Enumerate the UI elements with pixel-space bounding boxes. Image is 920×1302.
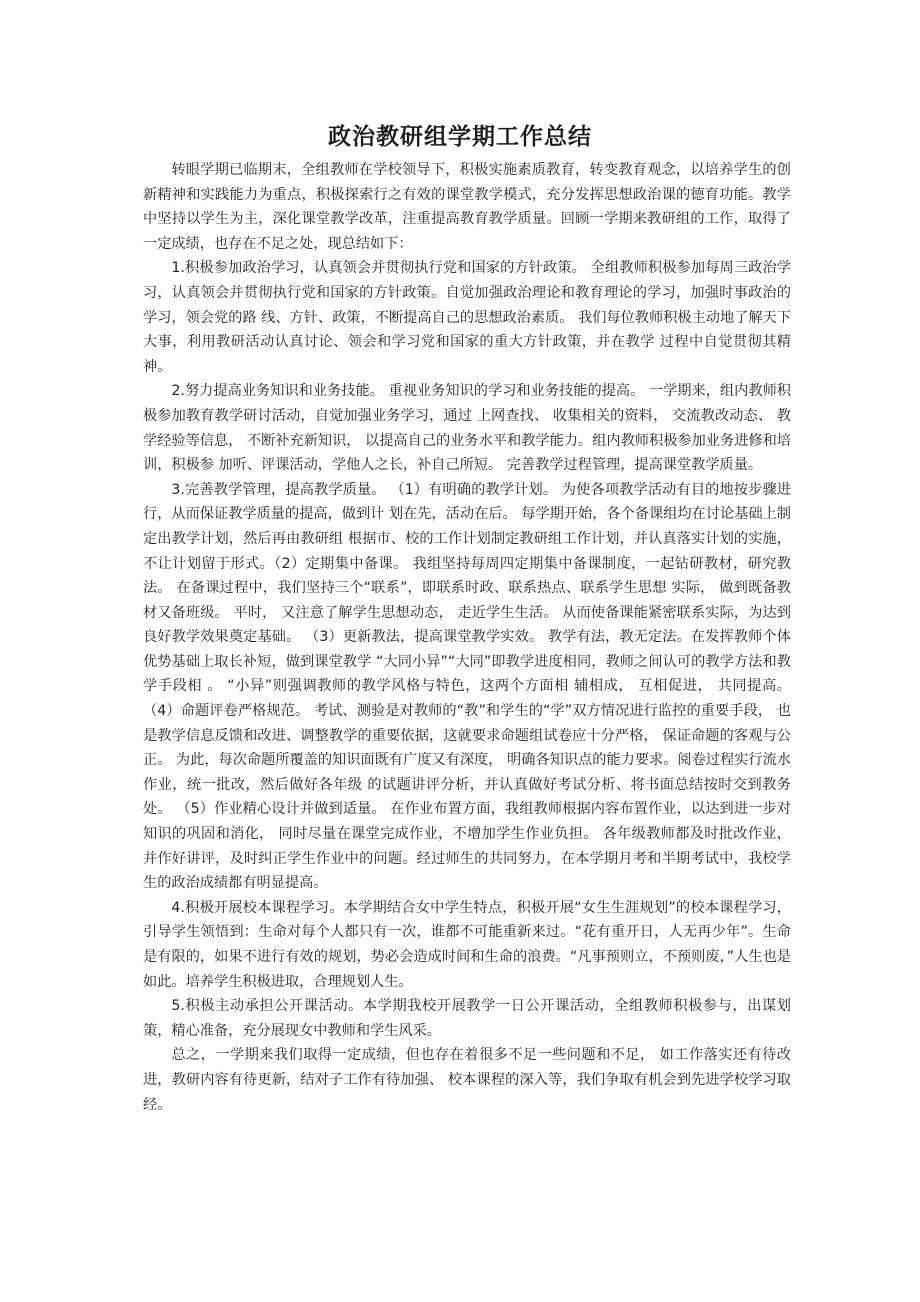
paragraph-open-class: 5.积极主动承担公开课活动。本学期我校开展教学一日公开课活动，全组教师积极参与，出谋划策，精心准备，充分展现女中教师和学生风采。 bbox=[143, 998, 791, 1039]
paragraph-professional-skills: 2.努力提高业务知识和业务技能。 重视业务知识的学习和业务技能的提高。 一学期来，组内教师积极参加教育教学研讨活动，自觉加强业务学习，通过 上网查找、 收集相关的资料， 交流教改动态、 教学经验等信息， 不断补充新知识， 以提高自己的业务水平和教学能力。组内教师积极参加业务进修和培训，积极参 加听、评课活动，学他人之长，补自己所短。 完善教学过程管理，提高课堂教学质量。 bbox=[143, 383, 791, 474]
document-title: 政治教研组学期工作总结 bbox=[328, 123, 592, 150]
paragraph-school-curriculum: 4.积极开展校本课程学习。本学期结合女中学生特点，积极开展“女生生涯规划”的校本课程学习，引导学生领悟到：生命对每个人都只有一次，谁都不可能重新来过。“花有重开日，人无再少年”。生命是有限的，如果不进行有效的规划，势必会造成时间和生命的浪费。“凡事预则立，不预则废，”人生也是如此。培养学生积极进取，合理规划人生。 bbox=[143, 899, 791, 990]
paragraph-teaching-management: 3.完善教学管理，提高教学质量。 （1）有明确的教学计划。 为使各项教学活动有目的地按步骤进行，从而保证教学质量的提高，做到计 划在先，活动在后。 每学期开始，各个备课组均在讨论基础上制定出教学计划，然后再由教研组 根据市、校的工作计划制定教研组工作计划，并认真落实计划的实施，不让计划留于形式。（2）定期集中备课。 我组坚持每周四定期集中备课制度，一起钻研教材，研究教法。 在备课过程中，我们坚持三个“联系”，即联系时政、联系热点、联系学生思想 实际， 做到既备教材又备班级。 平时， 又注意了解学生思想动态， 走近学生生活。 从而使备课能紧密联系实际，为达到良好教学效果奠定基础。 （3）更新教法，提高课堂教学实效。 教学有法，教无定法。在发挥教师个体优势基础上取长补短，做到课堂教学 “大同小异”“大同”即教学进度相同，教师之间认可的教学方法和教学手段相 。 “小异”则强调教师的教学风格与特色，这两个方面相 辅相成， 互相促进， 共同提高。 （4）命题评卷严格规范。 考试、测验是对教师的“教”和学生的“学”双方情况进行监控的重要手段， 也是教学信息反馈和改进、调整教学的重要依据，这就要求命题组试卷应十分严格， 保证命题的客观与公正。 为此，每次命题所覆盖的知识面既有广度又有深度， 明确各知识点的能力要求。阅卷过程实行流水作业，统一批改，然后做好各年级 的试题讲评分析，并认真做好考试分析、将书面总结按时交到教务处。 （5）作业精心设计并做到适量。 在作业布置方面，我组教师根据内容布置作业，以达到进一步对知识的巩固和消化， 同时尽量在课堂完成作业，不增加学生作业负担。 各年级教师都及时批改作业， 并作好讲评，及时纠正学生作业中的问题。经过师生的共同努力，在本学期月考和半期考试中，我校学生的政治成绩都有明显提高。 bbox=[143, 481, 791, 892]
paragraph-conclusion: 总之，一学期来我们取得一定成绩，但也存在着很多不足一些问题和不足， 如工作落实还有待改进，教研内容有待更新，结对子工作有待加强、 校本课程的深入等，我们争取有机会到先进学校学习取经。 bbox=[143, 1047, 791, 1113]
paragraph-political-study: 1.积极参加政治学习，认真领会并贯彻执行党和国家的方针政策。 全组教师积极参加每周三政治学习，认真领会并贯彻执行党和国家的方针政策。自觉加强政治理论和教育理论的学习，加强时事政治的学习，领会党的路 线、方针、政策，不断提高自己的思想政治素质。 我们每位教师积极主动地了解天下大事，利用教研活动认真讨论、领会和学习党和国家的重大方针政策，并在教学 过程中自觉贯彻其精神。 bbox=[143, 260, 791, 375]
document-body bbox=[143, 158, 791, 1117]
paragraph-intro: 转眼学期已临期末，全组教师在学校领导下，积极实施素质教育，转变教育观念，以培养学生的创新精神和实践能力为重点，积极探索行之有效的课堂教学模式，充分发挥思想政治课的德育功能。教学中坚持以学生为主，深化课堂教学改革，注重提高教育教学质量。回顾一学期来教研组的工作，取得了一定成绩，也存在不足之处，现总结如下： bbox=[143, 162, 791, 252]
